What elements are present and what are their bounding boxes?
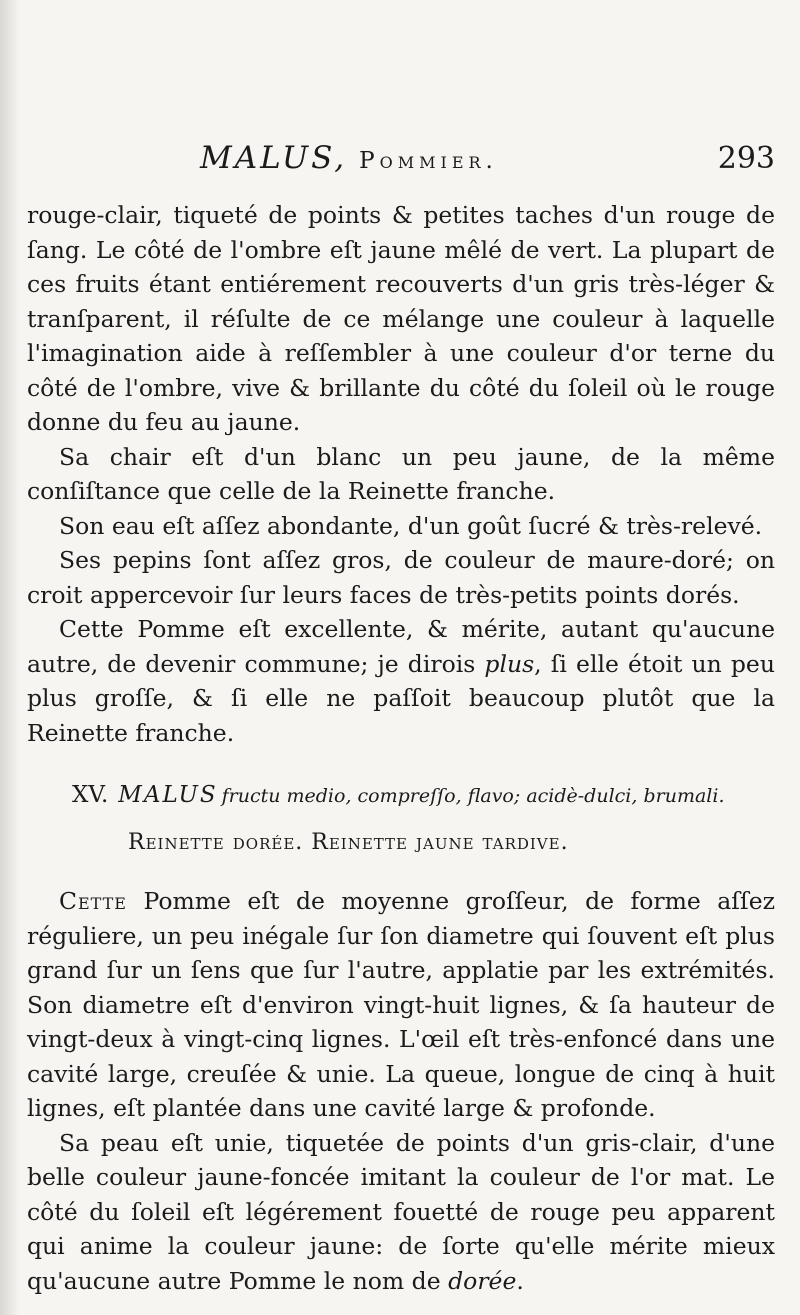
paragraph-text: . [516, 1266, 524, 1295]
paragraph-text: Cette Pomme eſt excellente, & mérite, autant qu'aucune autre, de devenir commune; je dirois [27, 615, 775, 678]
page-number: 293 [717, 141, 775, 176]
lead-word: Cette [59, 887, 127, 915]
species-heading [72, 778, 775, 813]
paragraph [27, 884, 775, 1126]
text-block-continuation [27, 198, 775, 750]
page-gutter-shadow [0, 0, 20, 1315]
paragraph-text: Sa peau eſt unie, tiquetée de points d'un gris-clair, d'une belle couleur jaune-foncée imitant la couleur de l'or mat. Le côté du ſoleil eſt légérement fouetté de rouge peu apparent qui anime la couleur jaune: de ſorte qu'elle mérite mieux qu'aucune autre Pomme le nom de [27, 1128, 775, 1295]
species-number: XV. [72, 782, 109, 808]
paragraph: rouge-clair, tiqueté de points & petites taches d'un rouge de ſang. Le côté de l'ombre eſt jaune mêlé de vert. La plupart de ces fruits étant entiérement recouverts d'un gris très-léger & tranſparent, il réſulte de ce mélange une couleur à laquelle l'imagination aide à reſſembler à une couleur d'or terne du côté de l'ombre, vive & brillante du côté du ſoleil où le rouge donne du feu au jaune. [27, 201, 775, 436]
paragraph: Sa chair eſt d'un blanc un peu jaune, de la même conſiſtance que celle de la Reinette franche. [27, 442, 775, 505]
species-genus: MALUS [118, 782, 218, 808]
common-names: Reinette dorée. Reinette jaune tardive. [128, 830, 569, 855]
paragraph: Ses pepins ſont aſſez gros, de couleur de maure-doré; on croit appercevoir ſur leurs faces de très-petits points dorés. [27, 546, 775, 609]
italic-word: plus [484, 649, 535, 678]
running-header [200, 140, 775, 180]
paragraph-text: Pomme eſt de moyenne groſſeur, de forme aſſez réguliere, un peu inégale ſur ſon diametre qui ſouvent eſt plus grand ſur un ſens que ſur l'autre, applatie par les extrémités. Son diametre eſt d'environ vingt-huit lignes, & ſa hauteur de vingt-deux à vingt-cinq lignes. L'œil eſt très-enfoncé dans une cavité large, creuſée & unie. La queue, longue de cinq à huit lignes, eſt plantée dans une cavité large & profonde. [27, 887, 775, 1122]
text-block-description [27, 884, 775, 1298]
paragraph: Son eau eſt aſſez abondante, d'un goût ſucré & très-relevé. [59, 511, 763, 540]
running-title: MALUS, [200, 140, 348, 176]
running-subtitle: Pommier. [359, 148, 498, 174]
paragraph-text: , ſi elle étoit un peu plus groſſe, & ſi elle ne paſſoit beaucoup plutôt que la Reinette franche. [27, 649, 775, 747]
species-diagnosis: fructu medio, compreſſo, flavo; acidè-dulci, brumali. [221, 785, 725, 807]
paragraph [27, 1126, 775, 1299]
italic-word: dorée [448, 1266, 517, 1295]
paragraph [27, 612, 775, 750]
